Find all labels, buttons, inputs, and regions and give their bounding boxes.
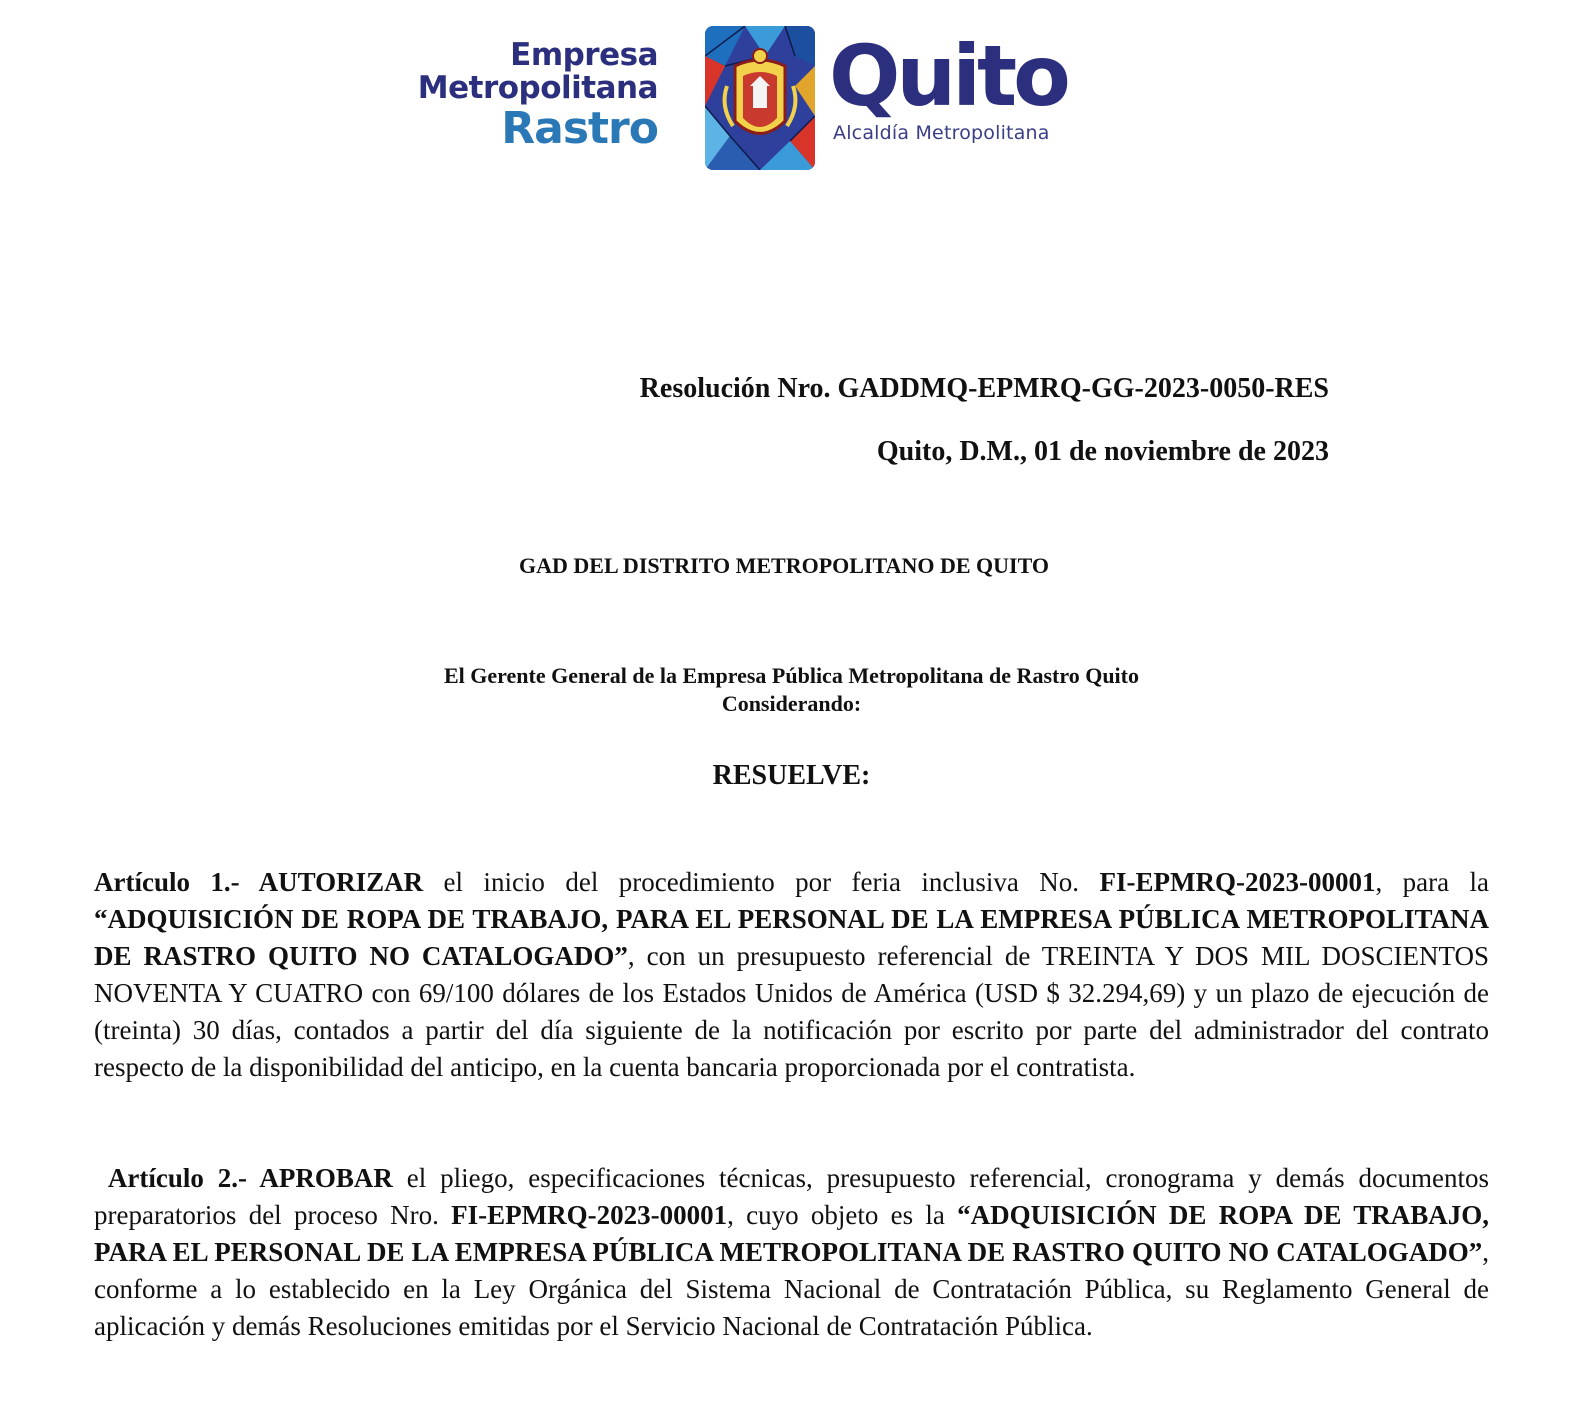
article-1-label: Artículo 1.- AUTORIZAR <box>94 867 424 897</box>
quito-alcaldia-logo <box>829 27 1067 144</box>
authority-heading <box>0 662 1583 718</box>
considerando-heading: Considerando: <box>721 691 862 716</box>
article-1-object: “ADQUISICIÓN DE ROPA DE TRABAJO, PARA EL PERSONAL DE LA EMPRESA PÚBLICA METROPOLITANA DE RASTRO QUITO NO CATALOGADO” <box>94 904 1489 971</box>
empresa-rastro-logo <box>400 37 658 154</box>
rastro-logo-line3: Rastro <box>501 103 658 154</box>
authority-title: El Gerente General de la Empresa Pública Metropolitana de Rastro Quito <box>444 663 1139 688</box>
quito-logo-subtitle: Alcaldía Metropolitana <box>833 122 1050 144</box>
article-1-text-3: , con un presupuesto referencial de TREINTA Y DOS MIL DOSCIENTOS NOVENTA Y CUATRO con 69/100 dólares de los Estados Unidos de América (USD $ 32.294,69) y un plazo de ejecución de (treinta) 30 días, contados a partir del día siguiente de la notificación por escrito por parte del administrador del contrato respecto de la disponibilidad del anticipo, en la cuenta bancaria proporcionada por el contratista. <box>94 941 1489 1082</box>
institution-heading: GAD DEL DISTRITO METROPOLITANO DE QUITO <box>519 553 1049 578</box>
article-2-paragraph <box>94 1160 1489 1345</box>
article-2-text-3: , conforme a lo establecido en la Ley Orgánica del Sistema Nacional de Contratación Pública, su Reglamento General de aplicación y demás Resoluciones emitidas por el Servicio Nacional de Contratación Pública. <box>94 1237 1489 1341</box>
article-1-paragraph <box>94 864 1489 1086</box>
article-1-process-code: FI-EPMRQ-2023-00001 <box>1099 867 1376 897</box>
coat-of-arms-icon <box>705 26 815 170</box>
article-1-text-2: , para la <box>1375 867 1489 897</box>
article-1-text-1: el inicio del procedimiento por feria inclusiva No. <box>423 867 1100 897</box>
rastro-logo-line1: Empresa <box>510 37 658 73</box>
article-2-label: Artículo 2.- APROBAR <box>107 1163 393 1193</box>
article-2-object: “ADQUISICIÓN DE ROPA DE TRABAJO, PARA EL PERSONAL DE LA EMPRESA PÚBLICA METROPOLITANA DE RASTRO QUITO NO CATALOGADO” <box>94 1200 1489 1267</box>
article-2-process-code: FI-EPMRQ-2023-00001 <box>451 1200 728 1230</box>
resuelve-heading: RESUELVE: <box>712 760 871 791</box>
article-2-text-1: el pliego, especificaciones técnicas, presupuesto referencial, cronograma y demás documentos preparatorios del proceso Nro. <box>94 1163 1490 1230</box>
resolution-place-date: Quito, D.M., 01 de noviembre de 2023 <box>876 436 1329 467</box>
quito-logo-name: Quito <box>829 27 1067 125</box>
article-2-text-2: , cuyo objeto es la <box>727 1200 958 1230</box>
resolution-number: Resolución Nro. GADDMQ-EPMRQ-GG-2023-0050-RES <box>639 373 1329 404</box>
rastro-logo-line2: Metropolitana <box>417 70 658 106</box>
